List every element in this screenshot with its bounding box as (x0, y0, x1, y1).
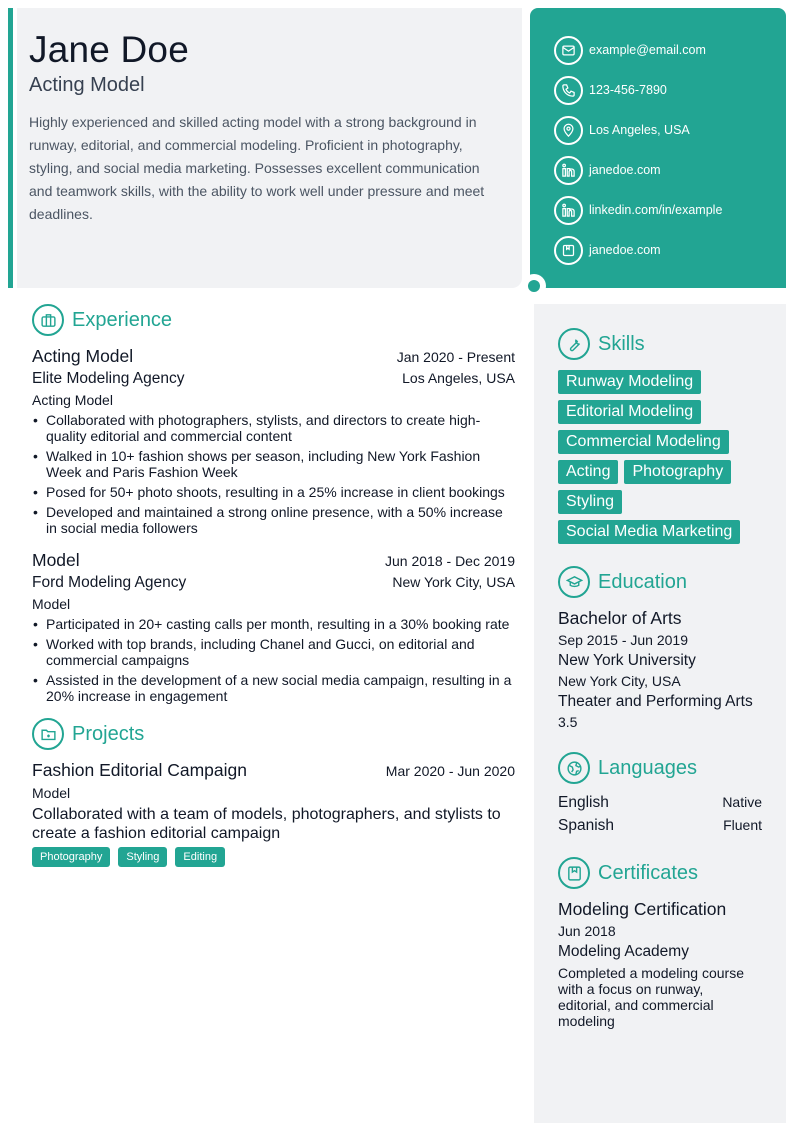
gpa: 3.5 (558, 714, 578, 730)
skills-heading: Skills (558, 328, 762, 360)
skill-tag: Photography (624, 460, 731, 484)
skill-tag: Social Media Marketing (558, 520, 740, 544)
briefcase-icon (32, 304, 64, 336)
phone-icon (554, 76, 583, 105)
project-tag: Photography (32, 847, 110, 867)
education-section (558, 566, 762, 730)
job-position: Model (32, 596, 71, 612)
skills-list (558, 370, 764, 544)
experience-item (32, 550, 515, 704)
degree: Bachelor of Arts (558, 608, 682, 628)
graduation-cap-icon (558, 566, 590, 598)
job-location: New York City, USA (392, 574, 515, 590)
language-row (558, 794, 762, 812)
header-accent-bar (8, 8, 13, 288)
list-item: • Worked with top brands, including Chanel and Gucci, on editorial and commercial campaigns (46, 636, 515, 668)
globe-icon (558, 752, 590, 784)
project-description: Collaborated with a team of models, photographers, and stylists to create a fashion editorial campaign (32, 806, 501, 842)
language-level: Fluent (723, 817, 762, 833)
linkedin-text: linkedin.com/in/example (589, 203, 723, 217)
website-text: janedoe.com (589, 163, 661, 177)
project-role: Model (32, 785, 71, 801)
language-row (558, 817, 762, 835)
main-column (32, 304, 515, 867)
certificate-icon (558, 857, 590, 889)
skill-tag: Runway Modeling (558, 370, 701, 394)
list-item: • Posed for 50+ photo shoots, resulting in a 25% increase in client bookings (46, 484, 515, 500)
mail-icon (554, 36, 583, 65)
projects-heading: Projects (32, 718, 515, 750)
job-company: Ford Modeling Agency (32, 574, 187, 591)
certificates-section (558, 857, 762, 1029)
list-item: • Collaborated with photographers, stylists, and directors to create high-quality editorial and commercial content (46, 412, 515, 444)
job-date: Jan 2020 - Present (396, 349, 515, 365)
contact-phone[interactable] (554, 70, 786, 110)
candidate-name: Jane Doe (29, 29, 189, 70)
project-tags (32, 847, 515, 867)
linkedin-icon (554, 196, 583, 225)
experience-heading: Experience (32, 304, 515, 336)
wrench-icon (558, 328, 590, 360)
decorative-dot (522, 274, 546, 298)
list-item: • Developed and maintained a strong online presence, with a 50% increase in social media followers (46, 504, 515, 536)
field-of-study: Theater and Performing Arts (558, 693, 753, 710)
job-title: Model (32, 550, 80, 570)
portfolio-icon (554, 236, 583, 265)
phone-text: 123-456-7890 (589, 83, 667, 97)
job-position: Acting Model (32, 392, 113, 408)
location-text: Los Angeles, USA (589, 123, 690, 137)
list-item: • Participated in 20+ casting calls per month, resulting in a 30% booking rate (46, 616, 515, 632)
sidebar (534, 304, 786, 1123)
certificates-heading: Certificates (558, 857, 762, 889)
language-name: English (558, 794, 609, 811)
contact-portfolio[interactable] (554, 230, 786, 270)
list-item: • Walked in 10+ fashion shows per season, including New York Fashion Week and Paris Fashion Week (46, 448, 515, 480)
language-level: Native (722, 794, 762, 810)
certificate-name: Modeling Certification (558, 899, 727, 919)
job-bullets (32, 616, 515, 704)
certificate-date: Jun 2018 (558, 923, 616, 939)
contact-website[interactable] (554, 150, 786, 190)
candidate-title: Acting Model (29, 74, 145, 96)
job-date: Jun 2018 - Dec 2019 (385, 553, 515, 569)
project-date: Mar 2020 - Jun 2020 (385, 763, 515, 779)
map-pin-icon (554, 116, 583, 145)
certificate-issuer: Modeling Academy (558, 943, 689, 960)
contact-location (554, 110, 786, 150)
header-panel (17, 8, 522, 288)
skill-tag: Acting (558, 460, 618, 484)
project-tag: Styling (118, 847, 167, 867)
job-bullets (32, 412, 515, 536)
education-date: Sep 2015 - Jun 2019 (558, 632, 688, 648)
portfolio-text: janedoe.com (589, 243, 661, 257)
languages-heading: Languages (558, 752, 762, 784)
language-name: Spanish (558, 817, 615, 834)
school: New York University (558, 652, 696, 669)
job-title: Acting Model (32, 346, 134, 366)
job-company: Elite Modeling Agency (32, 370, 185, 387)
list-item: • Assisted in the development of a new social media campaign, resulting in a 20% increase in engagement (46, 672, 515, 704)
project-title: Fashion Editorial Campaign (32, 760, 247, 780)
skill-tag: Commercial Modeling (558, 430, 729, 454)
job-location: Los Angeles, USA (402, 370, 515, 386)
email-text: example@email.com (589, 43, 706, 57)
contact-email[interactable] (554, 30, 786, 70)
skill-tag: Editorial Modeling (558, 400, 701, 424)
project-tag: Editing (175, 847, 225, 867)
certificate-description: Completed a modeling course with a focus on runway, editorial, and commercial modeling (558, 965, 744, 1029)
contact-linkedin[interactable] (554, 190, 786, 230)
experience-item (32, 346, 515, 536)
linkedin-icon (554, 156, 583, 185)
skill-tag: Styling (558, 490, 622, 514)
school-location: New York City, USA (558, 673, 681, 689)
folder-icon (32, 718, 64, 750)
summary: Highly experienced and skilled acting model with a strong background in runway, editorial, and commercial modeling. Proficient in photography, styling, and social media marketing. Possesses excellent communication and teamwork skills, with the ability to work well under pressure and meet deadlines. (29, 114, 485, 222)
contact-panel (530, 8, 786, 288)
languages-section (558, 752, 762, 835)
education-heading: Education (558, 566, 762, 598)
